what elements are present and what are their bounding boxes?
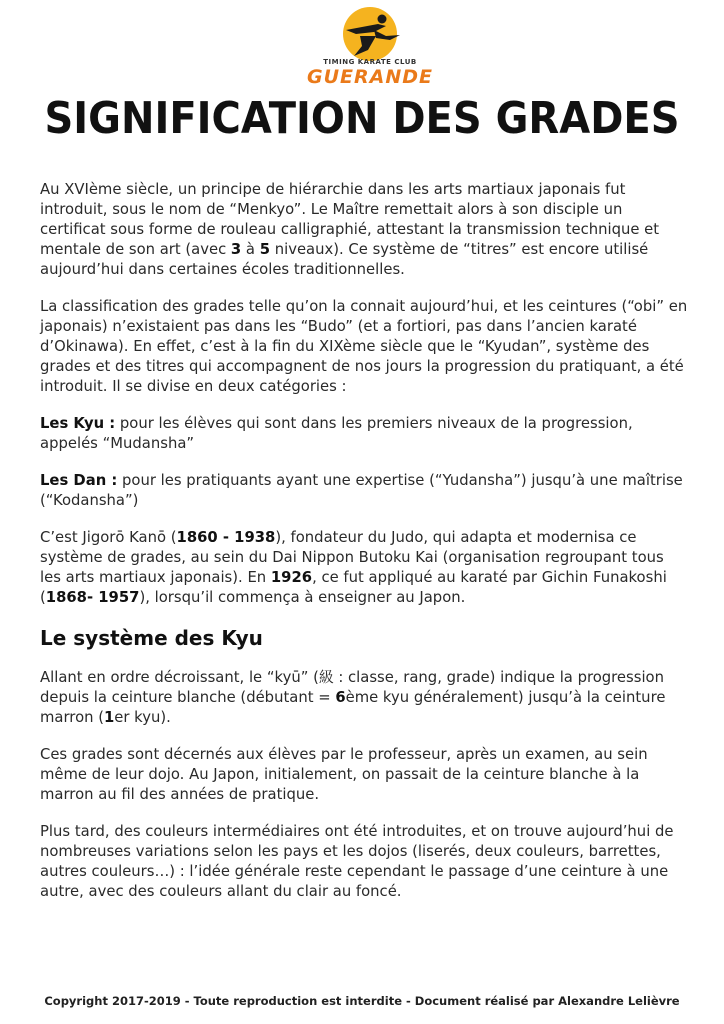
dan-definition: Les Dan : pour les pratiquants ayant une expertise (“Yudansha”) jusqu’à une maîtrise (“Kodansha”): [40, 472, 683, 509]
club-logo: [290, 6, 450, 92]
kyu-definition: Les Kyu : pour les élèves qui sont dans les premiers niveaux de la progression, appelés “Mudansha”: [40, 415, 633, 452]
kyu-label: Les Kyu :: [40, 415, 116, 432]
section-heading: Le système des Kyu: [40, 626, 263, 650]
club-city: GUERANDE: [307, 66, 433, 88]
dan-label: Les Dan :: [40, 472, 118, 489]
document-body: [40, 180, 688, 919]
intro-paragraph-2: La classification des grades telle qu’on la connait aujourd’hui, et les ceintures (“obi” en japonais) n’existaient pas dans les “Budo” (et a fortiori, pas dans l’ancien karaté d’Okinawa). En effet, c’est à la fin du XIXème siècle que le “Kyudan”, système des grades et des titres qui accompagnent de nos jours la progression du pratiquant, a été introduit. Il se divise en deux catégories :: [40, 298, 688, 395]
intro-paragraph-3: C’est Jigorō Kanō (1860 - 1938), fondateur du Judo, qui adapta et modernisa ce système de grades, au sein du Dai Nippon Butoku Kai (organisation regroupant tous les arts martiaux japonais). En 1926, ce fut appliqué au karaté par Gichin Funakoshi (1868- 1957), lorsqu’il commença à enseigner au Japon.: [40, 529, 667, 606]
section-paragraph-2: Ces grades sont décernés aux élèves par le professeur, après un examen, au sein même de leur dojo. Au Japon, initialement, on passait de la ceinture blanche à la marron au fil des années de pratique.: [40, 746, 648, 803]
section-paragraph-3: Plus tard, des couleurs intermédiaires ont été introduites, et on trouve aujourd’hui de nombreuses variations selon les pays et les dojos (liserés, deux couleurs, barrettes, autres couleurs…) : l’idée générale reste cependant le passage d’une ceinture à une autre, avec des couleurs allant du clair au foncé.: [40, 823, 674, 900]
section-paragraph-1: Allant en ordre décroissant, le “kyū” (級 : classe, rang, grade) indique la progression depuis la ceinture blanche (débutant = 6ème kyu généralement) jusqu’à la ceinture marron (1er kyu).: [40, 669, 666, 726]
karateka-kick-icon: [290, 6, 450, 66]
page-title: SIGNIFICATION DES GRADES: [44, 94, 680, 144]
intro-paragraph-1: Au XVIème siècle, un principe de hiérarchie dans les arts martiaux japonais fut introduit, sous le nom de “Menkyo”. Le Maître remettait alors à son disciple un certificat sous forme de rouleau calligraphié, attestant la transmission technique et mentale de son art (avec 3 à 5 niveaux). Ce système de “titres” est encore utilisé aujourd’hui dans certaines écoles traditionnelles.: [40, 181, 660, 278]
copyright-footer: Copyright 2017-2019 - Toute reproduction est interdite - Document réalisé par Alexandre Lelièvre: [44, 994, 680, 1008]
club-name: TIMING KARATE CLUB: [323, 58, 417, 66]
